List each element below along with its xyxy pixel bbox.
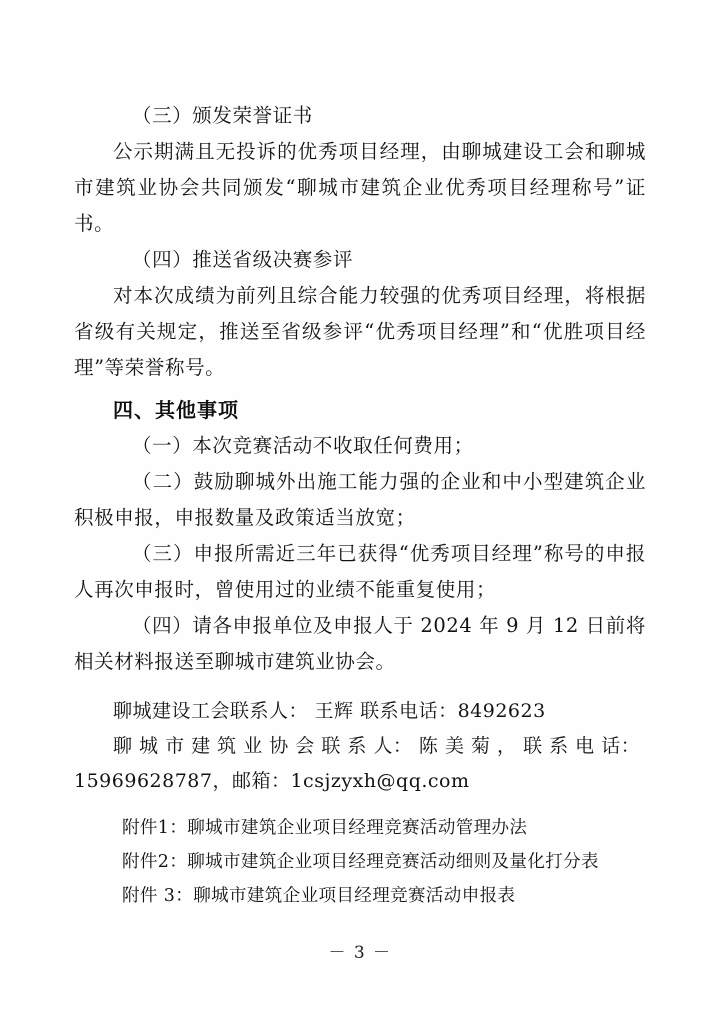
spacer — [74, 680, 646, 694]
paragraph-section-four-body: 对本次成绩为前列且综合能力较强的优秀项目经理，将根据省级有关规定，推送至省级参评“优秀项目经理”和“优胜项目经理”等荣誉称号。 — [74, 284, 646, 379]
paragraph-section-three-title: （三）颁发荣誉证书 — [132, 104, 313, 127]
paragraph-section-four-title: （四）推送省级决赛参评 — [132, 248, 354, 271]
document-body — [74, 98, 646, 913]
paragraph-item-two: （二）鼓励聊城外出施工能力强的企业和中小型建筑企业积极申报，申报数量及政策适当放宽； — [74, 470, 646, 529]
contact-phone-email: 15969628787，邮箱：1csjzyxh@qq.com — [74, 770, 470, 792]
contact-association: 聊 城 市 建 筑 业 协 会 联 系 人： 陈 美 菊 ， 联 系 电 话： — [113, 735, 641, 757]
attachment-3: 附件 3：聊城市建筑企业项目经理竞赛活动申报表 — [122, 886, 516, 906]
paragraph-item-three: （三）申报所需近三年已获得“优秀项目经理”称号的申报人再次申报时，曾使用过的业绩不能重复使用； — [74, 542, 646, 601]
attachment-1: 附件1：聊城市建筑企业项目经理竞赛活动管理办法 — [122, 818, 528, 838]
spacer — [74, 799, 646, 811]
heading-other-matters: 四、其他事项 — [113, 398, 239, 422]
paragraph-section-three-body: 公示期满且无投诉的优秀项目经理，由聊城建设工会和聊城市建筑业协会共同颁发“聊城市建筑企业优秀项目经理称号”证书。 — [74, 140, 646, 235]
page-number: － 3 － — [328, 943, 392, 963]
paragraph-item-four: （四）请各申报单位及申报人于 2024 年 9 月 12 日前将相关材料报送至聊城市建筑业协会。 — [74, 614, 646, 673]
contact-union: 聊城建设工会联系人： 王辉 联系电话：8492623 — [113, 700, 546, 722]
paragraph-item-one: （一）本次竞赛活动不收取任何费用； — [132, 434, 474, 457]
attachment-2: 附件2：聊城市建筑企业项目经理竞赛活动细则及量化打分表 — [122, 852, 599, 872]
